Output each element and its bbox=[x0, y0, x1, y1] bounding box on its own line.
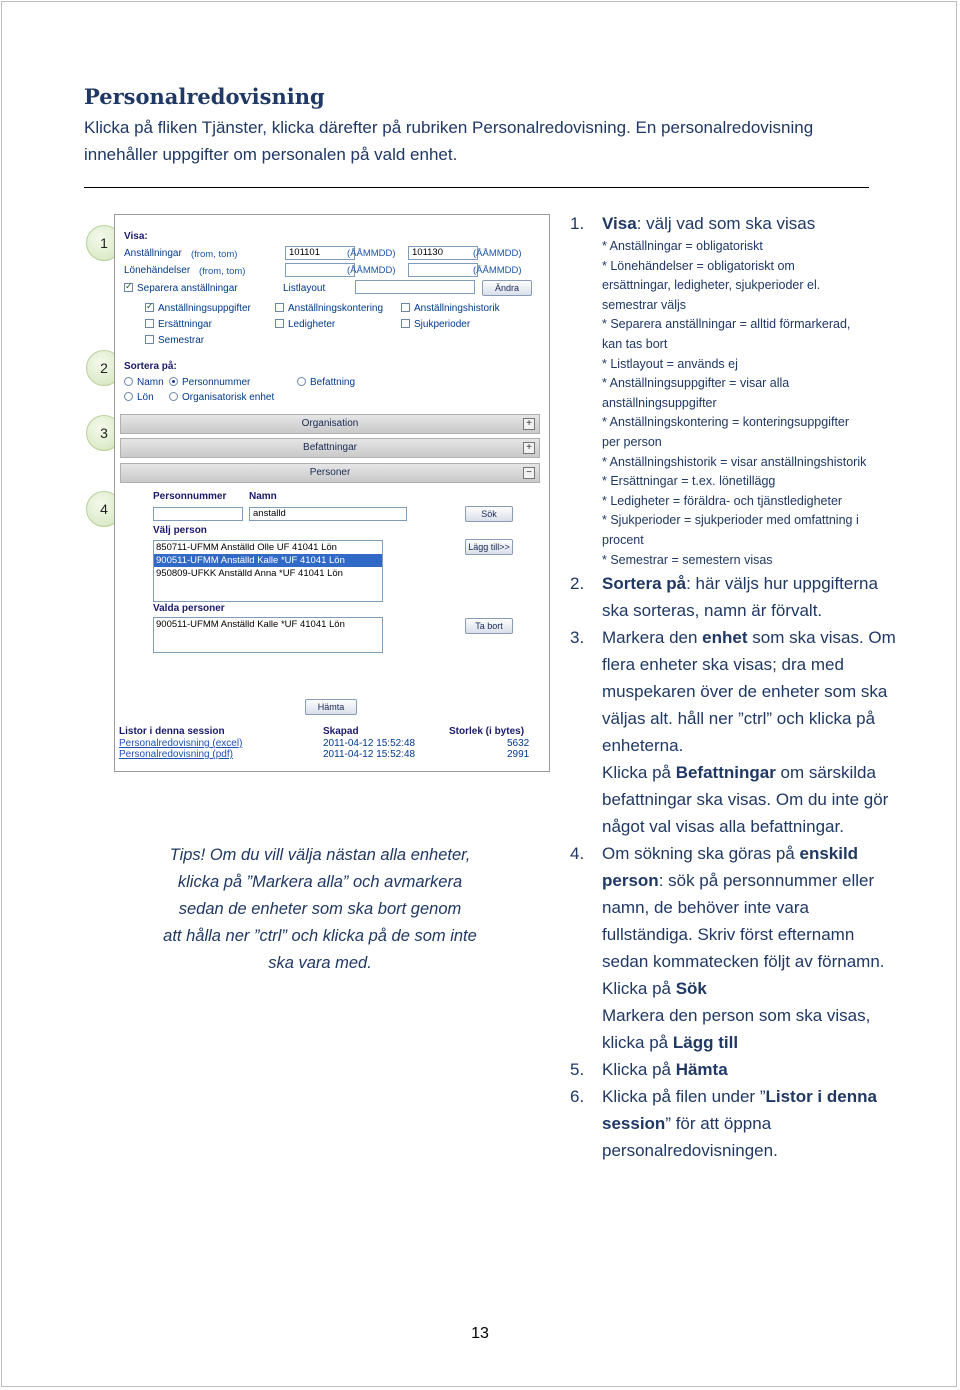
session-link-pdf[interactable]: Personalredovisning (pdf) bbox=[119, 749, 233, 760]
date-format-hint-4: (ÅÅMMDD) bbox=[473, 265, 522, 276]
checkbox-icon[interactable] bbox=[401, 319, 410, 328]
checkbox-checked-icon[interactable] bbox=[145, 303, 154, 312]
instruction-1: 1. Visa: välj vad som ska visas * Anställningar = obligatoriskt * Lönehändelser = obligatoriskt om ersättningar, ledigheter, sjukperioder el. semestrar väljs * Separera anställningar = alltid förmarkerad, kan tas bort * Listlayout = används ej * Anställningsuppgifter = visar alla anställningsuppgifter * Anställningskontering = konteringsuppgifter per person * Anställningshistorik = visar anställningshistorik * Ersättningar = t.ex. lönetillägg * Ledigheter = föräldra- och tjänstledigheter * Sjukperioder = sjukperioder med omfattning i procent * Semestrar = semestern visas bbox=[570, 210, 900, 570]
list-item[interactable]: 900511-UFMM Anställd Kalle *UF 41041 Lön bbox=[156, 619, 345, 630]
valda-personer-label: Valda personer bbox=[153, 603, 225, 614]
checkbox-icon[interactable] bbox=[145, 319, 154, 328]
personer-bar[interactable]: Personer − bbox=[120, 463, 540, 483]
date-format-hint-2: (ÅÅMMDD) bbox=[473, 248, 522, 259]
from-tom-hint-1: (from, tom) bbox=[191, 249, 238, 260]
list-item[interactable]: 950809-UFKK Anställd Anna *UF 41041 Lön bbox=[156, 568, 343, 579]
session-created: 2011-04-12 15:52:48 bbox=[323, 749, 416, 760]
personnummer-input[interactable] bbox=[153, 507, 243, 521]
intro-paragraph: Klicka på fliken Tjänster, klicka därefter på rubriken Personalredovisning. En personalredovisning innehåller uppgifter om personalen på vald enhet. bbox=[84, 118, 814, 164]
sjukperioder-checkbox[interactable]: Sjukperioder bbox=[401, 319, 470, 330]
visa-details: * Anställningar = obligatoriskt * Lönehändelser = obligatoriskt om ersättningar, ledigheter, sjukperioder el. semestrar väljs * Separera anställningar = alltid förmarkerad, kan tas bort * Listlayout = används ej * Anställningsuppgifter = visar alla anställningsuppgifter * Anställningskontering = konteringsuppgifter per person * Anställningshistorik = visar anställningshistorik * Ersättningar = t.ex. lönetillägg * Ledigheter = föräldra- och tjänstledigheter * Sjukperioder = sjukperioder med omfattning i procent * Semestrar = semestern visas bbox=[602, 239, 867, 567]
page-number: 13 bbox=[471, 1325, 489, 1342]
listlayout-select[interactable] bbox=[355, 280, 475, 294]
sort-org-enhet-radio[interactable]: Organisatorisk enhet bbox=[169, 392, 274, 403]
marker-2: 2 bbox=[86, 350, 122, 386]
sort-befattning-radio[interactable]: Befattning bbox=[297, 377, 355, 388]
horizontal-rule bbox=[84, 187, 869, 188]
instruction-6: 6. Klicka på filen under ”Listor i denna session” för att öppna personalredovisningen. bbox=[570, 1087, 877, 1161]
tips-note: Tips! Om du vill välja nästan alla enheter, klicka på ”Markera alla” och avmarkera sedan de enheter som ska bort genom att hålla ner ”ctrl” och klicka på de som inte ska vara med. bbox=[163, 846, 477, 972]
storlek-label: Storlek (i bytes) bbox=[449, 726, 525, 737]
ta-bort-button[interactable]: Ta bort bbox=[465, 618, 513, 634]
expand-icon[interactable]: + bbox=[523, 418, 535, 430]
namn-input[interactable]: anstalld bbox=[249, 507, 407, 521]
sok-button[interactable]: Sök bbox=[465, 506, 513, 522]
marker-4: 4 bbox=[86, 491, 122, 527]
anstallningar-from-input[interactable]: 101101 bbox=[285, 246, 355, 260]
date-format-hint-3: (ÅÅMMDD) bbox=[347, 265, 396, 276]
instruction-3: 3. Markera den enhet som ska visas. Om flera enheter ska visas; dra med muspekaren över de enheter som ska väljas alt. håll ner ”ctrl” och klicka på enheterna. Klicka på Befattningar om särskilda befattningar ska visas. Om du inte gör något val visas alla befattningar. bbox=[570, 628, 896, 837]
checkbox-icon[interactable] bbox=[145, 335, 154, 344]
anstallningar-tom-input[interactable]: 101130 bbox=[408, 246, 478, 260]
page-heading: Personalredovisning bbox=[84, 84, 325, 109]
session-link-excel[interactable]: Personalredovisning (excel) bbox=[119, 738, 243, 749]
namn-label: Namn bbox=[249, 491, 277, 502]
list-item-selected[interactable]: 900511-UFMM Anställd Kalle *UF 41041 Lön bbox=[154, 554, 382, 567]
marker-1: 1 bbox=[86, 225, 122, 261]
checkbox-icon[interactable] bbox=[401, 303, 410, 312]
radio-selected-icon[interactable] bbox=[169, 377, 178, 386]
sortera-label: Sortera på: bbox=[124, 361, 177, 372]
session-size: 2991 bbox=[507, 749, 530, 760]
separera-checkbox-row[interactable]: ✓Separera anställningar bbox=[124, 283, 238, 294]
form-screenshot bbox=[114, 214, 550, 772]
sort-namn-radio[interactable]: Namn bbox=[124, 377, 164, 388]
from-tom-hint-2: (from, tom) bbox=[199, 266, 246, 277]
anst-historik-checkbox[interactable]: Anställningshistorik bbox=[401, 303, 500, 314]
ersattningar-checkbox[interactable]: Ersättningar bbox=[145, 319, 212, 330]
lonehandelser-from-input[interactable] bbox=[285, 263, 355, 277]
session-created: 2011-04-12 15:52:48 bbox=[323, 738, 416, 749]
checkbox-icon[interactable] bbox=[275, 319, 284, 328]
marker-3: 3 bbox=[86, 415, 122, 451]
anstallningar-label: Anställningar bbox=[124, 248, 182, 259]
ledigheter-checkbox[interactable]: Ledigheter bbox=[275, 319, 335, 330]
expand-icon[interactable]: + bbox=[523, 442, 535, 454]
list-item[interactable]: 850711-UFMM Anställd Olle UF 41041 Lön bbox=[156, 542, 337, 553]
anst-uppgifter-checkbox[interactable]: ✓Anställningsuppgifter bbox=[145, 303, 251, 314]
andra-button[interactable]: Ändra bbox=[482, 280, 532, 296]
instruction-2: 2. Sortera på: här väljs hur uppgifterna ska sorteras, namn är förvalt. bbox=[570, 574, 878, 621]
valda-personer-listbox[interactable] bbox=[153, 617, 383, 653]
visa-label: Visa: bbox=[124, 231, 148, 242]
lagg-till-button[interactable]: Lägg till>> bbox=[465, 539, 513, 555]
radio-icon[interactable] bbox=[124, 392, 133, 401]
checkbox-icon[interactable] bbox=[275, 303, 284, 312]
listlayout-label: Listlayout bbox=[283, 283, 326, 294]
radio-icon[interactable] bbox=[169, 392, 178, 401]
listor-label: Listor i denna session bbox=[119, 726, 225, 737]
organisation-bar[interactable]: Organisation + bbox=[120, 414, 540, 434]
lonehandelser-label: Lönehändelser bbox=[124, 265, 191, 276]
session-size: 5632 bbox=[507, 738, 530, 749]
personnummer-label: Personnummer bbox=[153, 491, 227, 502]
collapse-icon[interactable]: − bbox=[523, 467, 535, 479]
radio-icon[interactable] bbox=[124, 377, 133, 386]
instruction-5: 5. Klicka på Hämta bbox=[570, 1060, 728, 1080]
radio-icon[interactable] bbox=[297, 377, 306, 386]
befattningar-bar[interactable]: Befattningar + bbox=[120, 438, 540, 458]
anst-kontering-checkbox[interactable]: Anställningskontering bbox=[275, 303, 383, 314]
instructions-list bbox=[570, 210, 900, 1164]
sort-lon-radio[interactable]: Lön bbox=[124, 392, 154, 403]
skapad-label: Skapad bbox=[323, 726, 359, 737]
valj-person-label: Välj person bbox=[153, 525, 207, 536]
lonehandelser-tom-input[interactable] bbox=[408, 263, 478, 277]
semestrar-checkbox[interactable]: Semestrar bbox=[145, 335, 204, 346]
hamta-button[interactable]: Hämta bbox=[305, 699, 357, 715]
sort-personnummer-radio[interactable]: Personnummer bbox=[169, 377, 250, 388]
person-listbox[interactable] bbox=[153, 540, 383, 602]
instruction-4: 4. Om sökning ska göras på enskild person: sök på personnummer eller namn, de behöver inte vara fullständiga. Skriv först efternamn sedan kommatecken följt av förnamn. Klicka på Sök Markera den person som ska visas, klicka på Lägg till bbox=[570, 844, 885, 1053]
date-format-hint-1: (ÅÅMMDD) bbox=[347, 248, 396, 259]
checkbox-checked-icon[interactable] bbox=[124, 283, 133, 292]
